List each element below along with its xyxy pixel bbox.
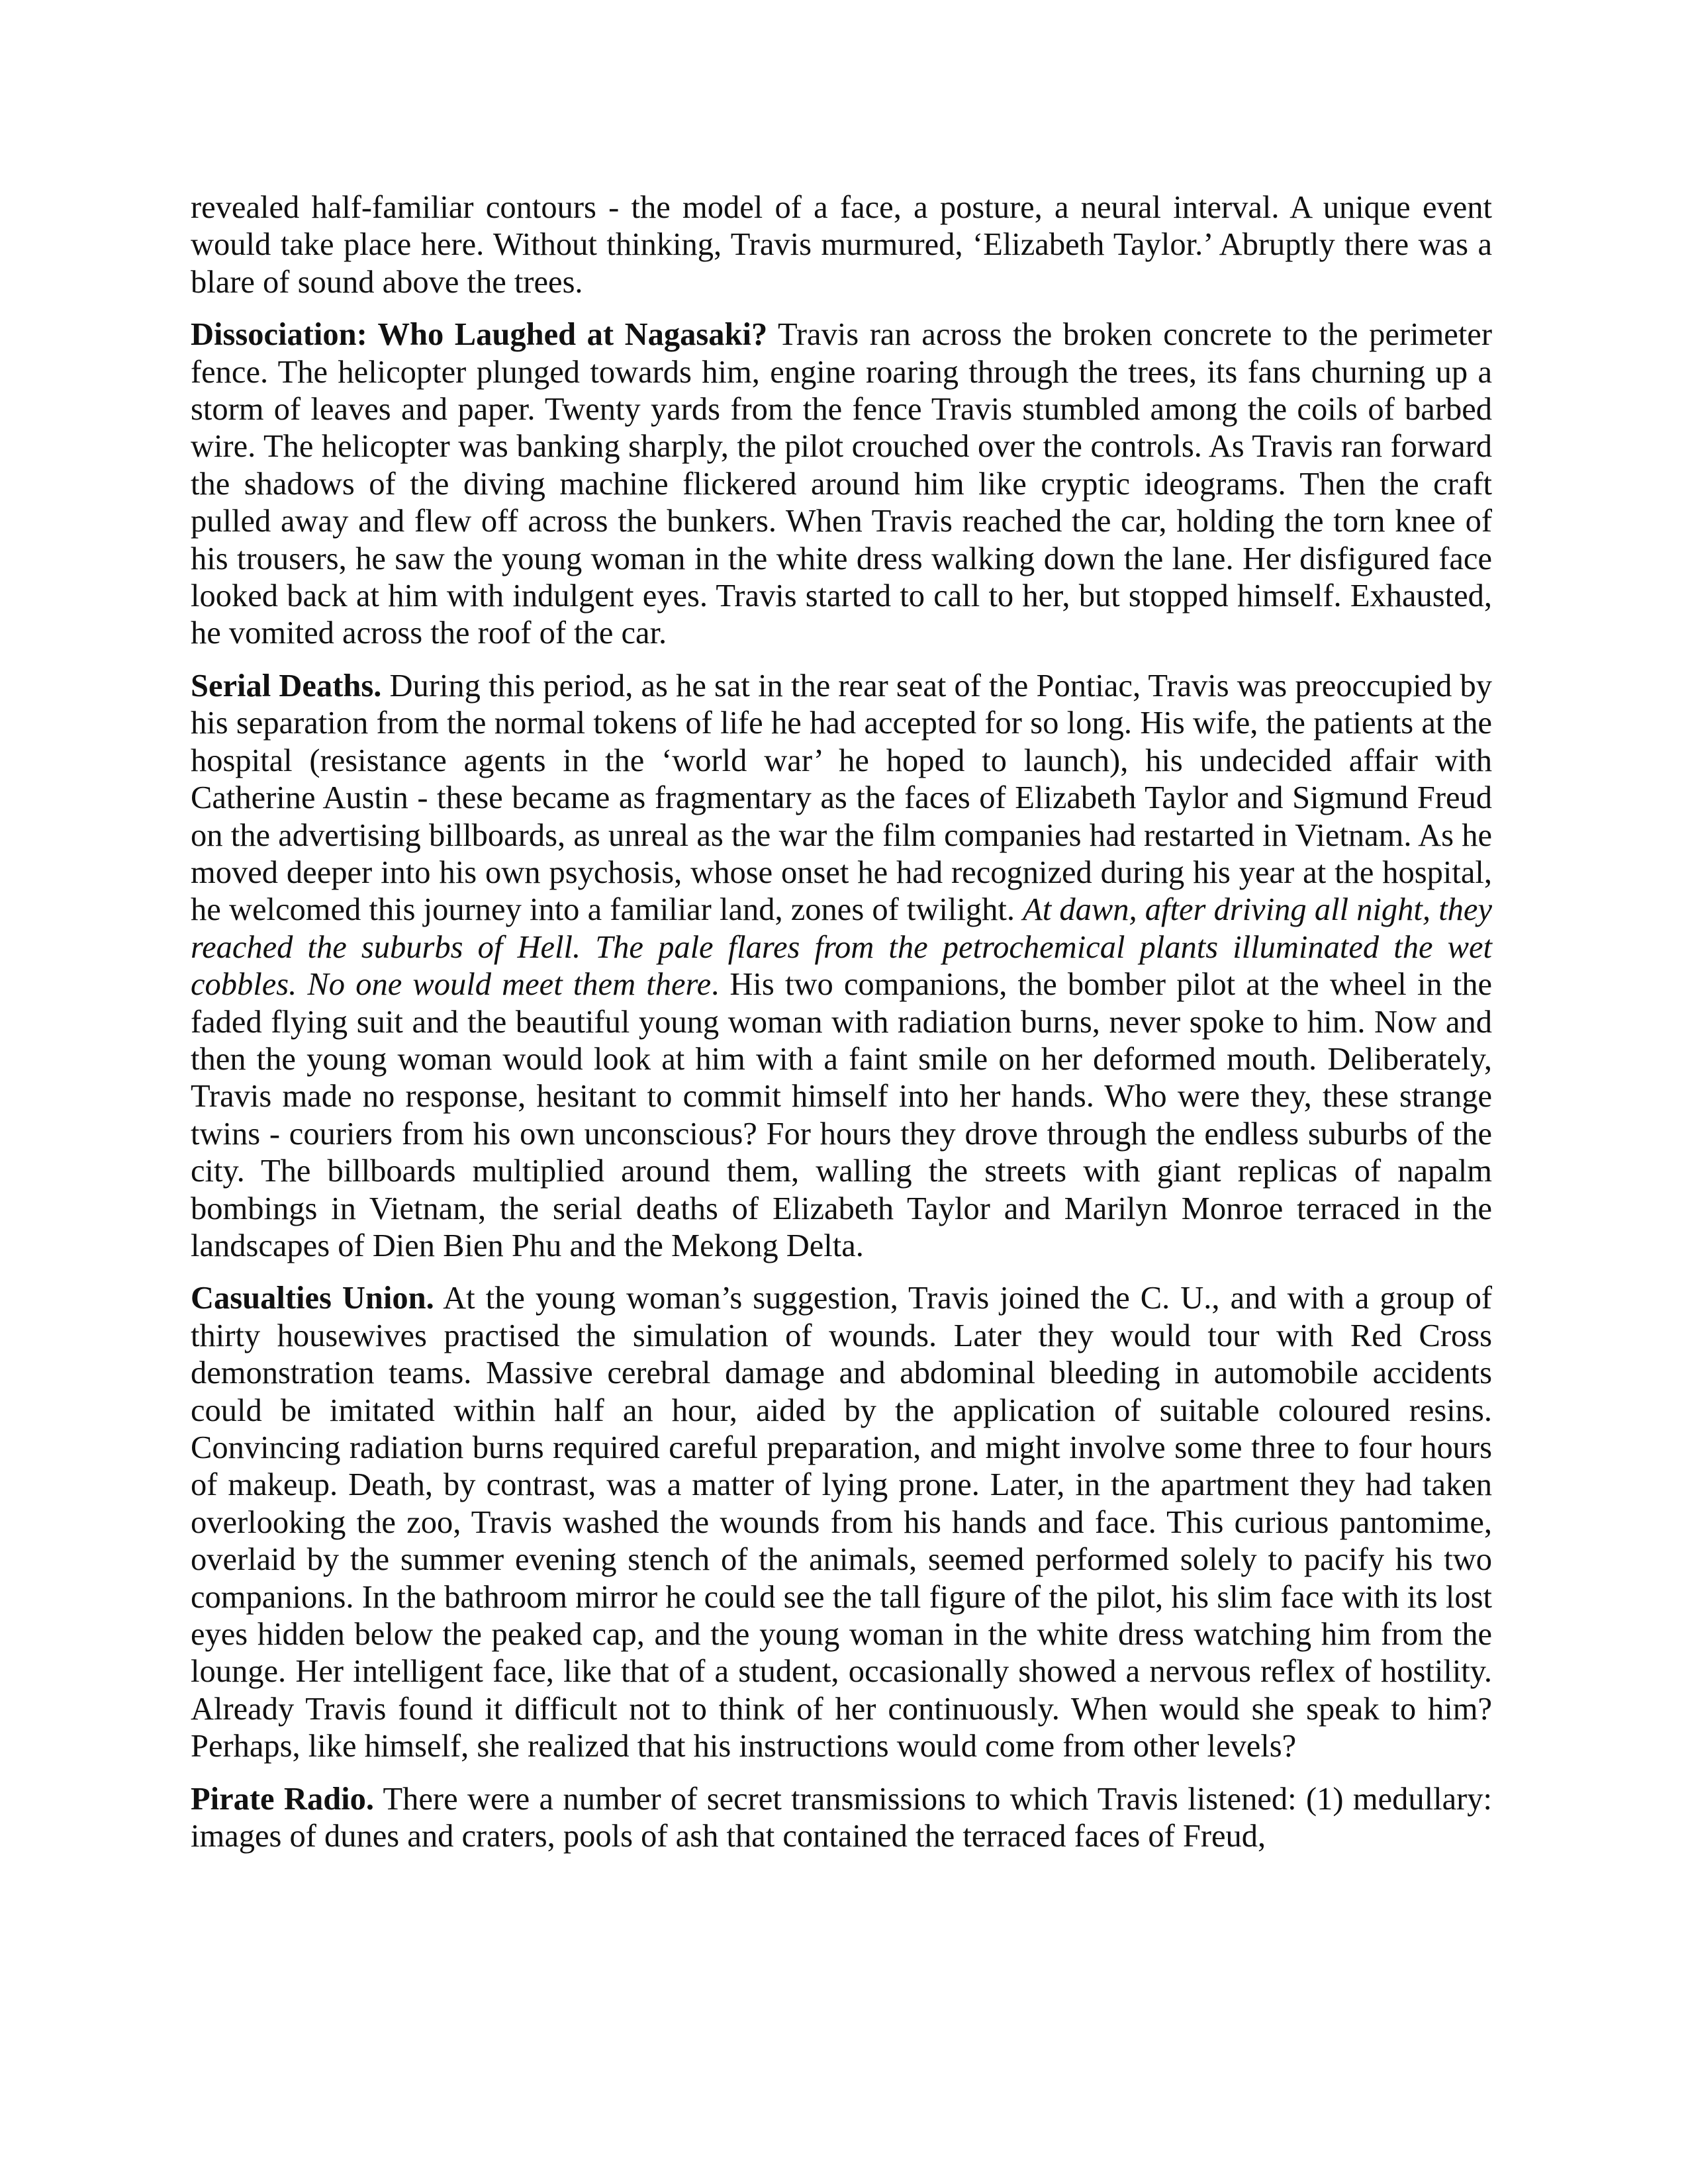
document-page	[191, 189, 1492, 1870]
paragraph-continuation	[191, 189, 1492, 301]
paragraph-pirate-radio	[191, 1781, 1492, 1856]
italic-passage: At dawn, after driving all night, they reached the suburbs of Hell. The pale flares from the petrochemical plants illuminated the wet cobbles. No one would meet them there	[191, 892, 1492, 1003]
paragraph-text: Travis ran across the broken concrete to the perimeter fence. The helicopter plunged towards him, engine roaring through the trees, its fans churning up a storm of leaves and paper. Twenty yards from the fence Travis stumbled among the coils of barbed wire. The helicopter was banking sharply, the pilot crouched over the controls. As Travis ran forward the shadows of the diving machine flickered around him like cryptic ideograms. Then the craft pulled away and flew off across the bunkers. When Travis reached the car, holding the torn knee of his trousers, he saw the young woman in the white dress walking down the lane. Her disfigured face looked back at him with indulgent eyes. Travis started to call to her, but stopped himself. Exhausted, he vomited across the roof of the car.	[191, 317, 1492, 651]
paragraph-text: At the young woman’s suggestion, Travis joined the C. U., and with a group of thirty housewives practised the simulation of wounds. Later they would tour with Red Cross demonstration teams. Massive cerebral damage and abdominal bleeding in automobile accidents could be imitated within half an hour, aided by the application of suitable coloured resins. Convincing radiation burns required careful preparation, and might involve some three to four hours of makeup. Death, by contrast, was a matter of lying prone. Later, in the apartment they had taken overlooking the zoo, Travis washed the wounds from his hands and face. This curious pantomime, overlaid by the summer evening stench of the animals, seemed performed solely to pacify his two companions. In the bathroom mirror he could see the tall figure of the pilot, his slim face with its lost eyes hidden below the peaked cap, and the young woman in the white dress watching him from the lounge. Her intelligent face, like that of a student, occasionally showed a nervous reflex of hostility. Already Travis found it difficult not to think of her continuously. When would she speak to him? Perhaps, like himself, she realized that his instructions would come from other levels?	[191, 1281, 1492, 1764]
paragraph-text: revealed half-familiar contours - the model of a face, a posture, a neural interval. A unique event would take place here. Without thinking, Travis murmured, ‘Elizabeth Taylor.’ Abruptly there was a blare of sound above the trees.	[191, 190, 1492, 300]
paragraph-text: During this period, as he sat in the rear seat of the Pontiac, Travis was preoccupied by his separation from the normal tokens of life he had accepted for so long. His wife, the patients at the hospital (resistance agents in the ‘world war’ he hoped to launch), his undecided affair with Catherine Austin - these became as fragmentary as the faces of Elizabeth Taylor and Sigmund Freud on the advertising billboards, as unreal as the war the film companies had restarted in Vietnam. As he moved deeper into his own psychosis, whose onset he had recognized during his year at the hospital, he welcomed this journey into a familiar land, zones of twilight.	[191, 668, 1492, 928]
paragraph-dissociation	[191, 316, 1492, 653]
paragraph-text: There were a number of secret transmissions to which Travis listened: (1) medullary: images of dunes and craters, pools of ash that contained the terraced faces of Freud,	[191, 1781, 1492, 1854]
paragraph-serial-deaths	[191, 668, 1492, 1265]
paragraph-text: . His two companions, the bomber pilot at the wheel in the faded flying suit and the beautiful young woman with radiation burns, never spoke to him. Now and then the young woman would look at him with a faint smile on her deformed mouth. Deliberately, Travis made no response, hesitant to commit himself into her hands. Who were they, these strange twins - couriers from his own unconscious? For hours they drove through the endless suburbs of the city. The billboards multiplied around them, walling the streets with giant replicas of napalm bombings in Vietnam, the serial deaths of Elizabeth Taylor and Marilyn Monroe terraced in the landscapes of Dien Bien Phu and the Mekong Delta.	[191, 967, 1492, 1263]
section-heading: Casualties Union.	[191, 1281, 434, 1316]
section-heading: Dissociation: Who Laughed at Nagasaki?	[191, 317, 768, 353]
section-heading: Pirate Radio.	[191, 1781, 375, 1817]
section-heading: Serial Deaths.	[191, 668, 382, 704]
paragraph-casualties-union	[191, 1280, 1492, 1765]
